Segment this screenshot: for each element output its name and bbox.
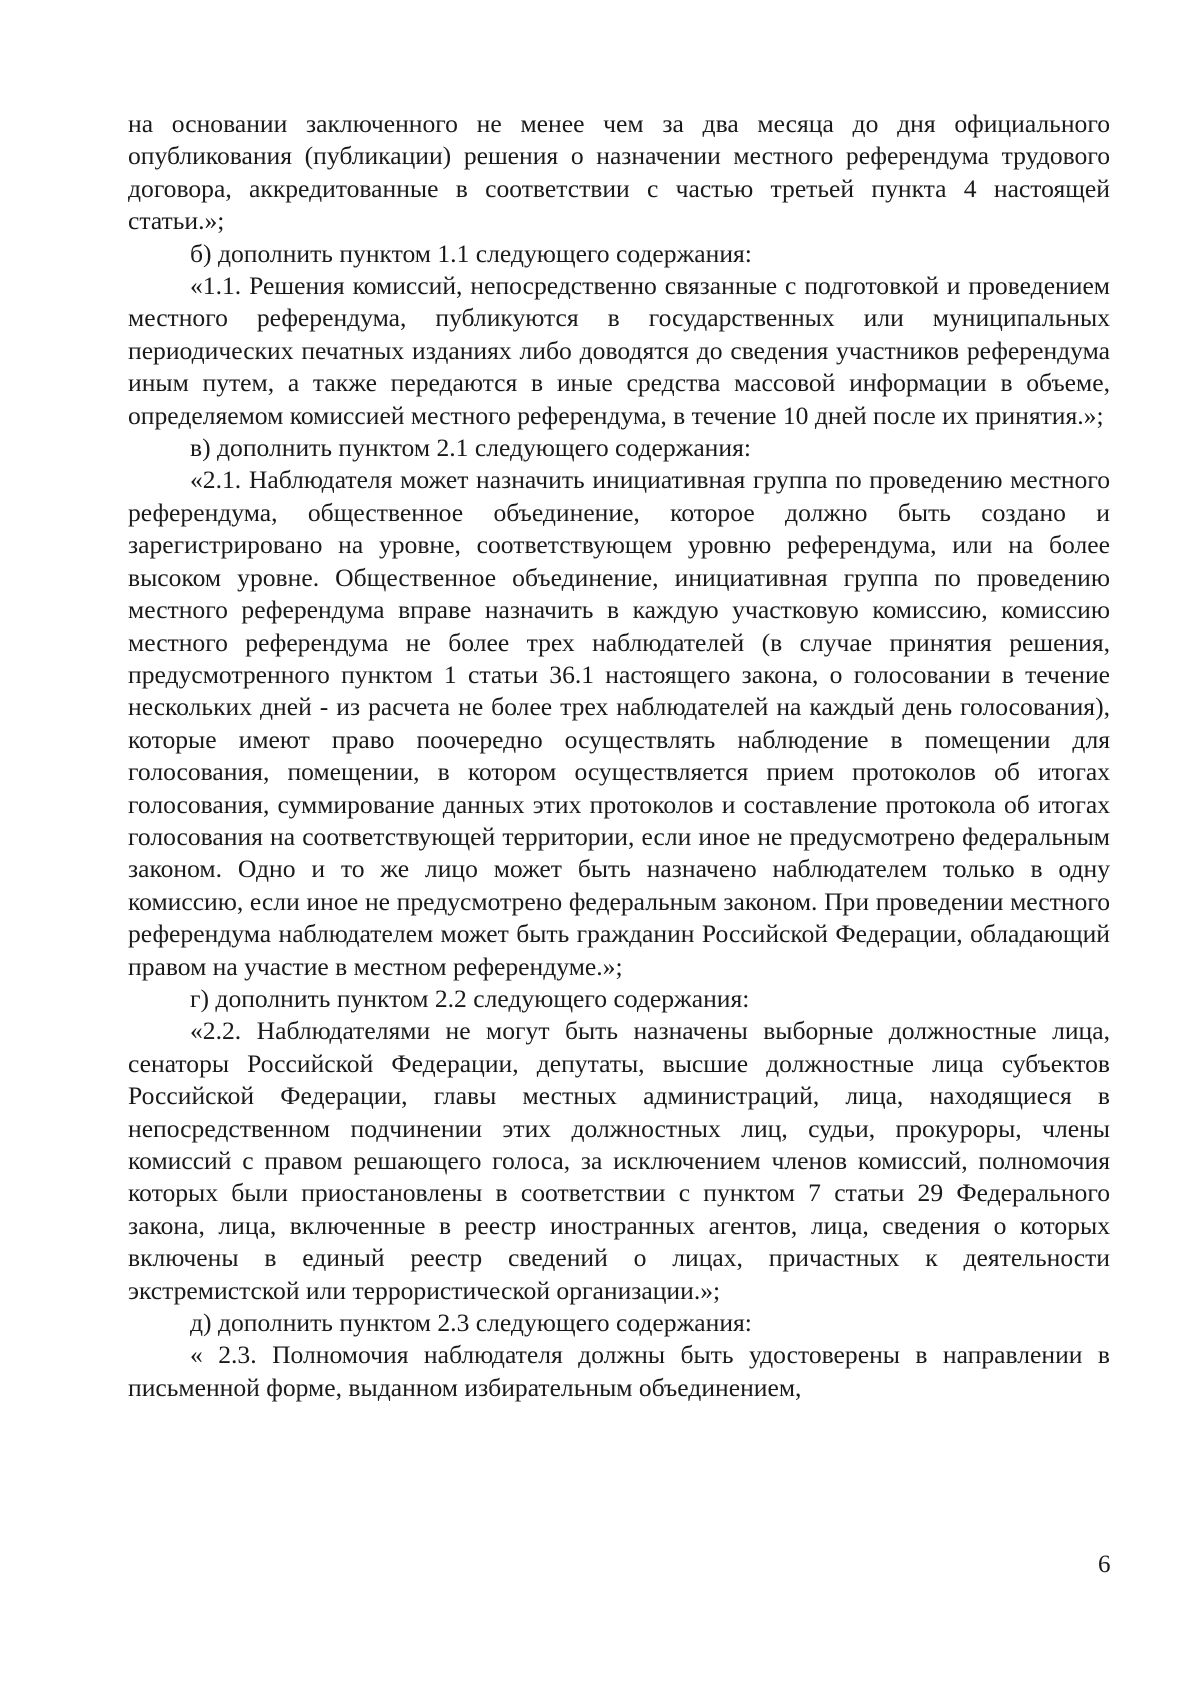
paragraph-clause-1-1: «1.1. Решения комиссий, непосредственно связанные с подготовкой и проведением местного референдума, публикуются в государственных или муниципальных периодических печатных изданиях либо доводятся до сведения участников референдума иным путем, а также передаются в иные средства массовой информации в объеме, определяемом комиссией местного референдума, в течение 10 дней после их принятия.»; [128,271,1110,430]
paragraph-subitem-v: в) дополнить пунктом 2.1 следующего содержания: [190,433,751,463]
page-number: 6 [1098,1551,1111,1578]
paragraph-subitem-g: г) дополнить пунктом 2.2 следующего содержания: [190,983,750,1013]
paragraph-clause-2-3: « 2.3. Полномочия наблюдателя должны быть удостоверены в направлении в письменной форме, выданном избирательным объединением, [128,1340,1110,1402]
paragraph-continuation: на основании заключенного не менее чем за два месяца до дня официального опубликования (публикации) решения о назначении местного референдума трудового договора, аккредитованные в соответствии с частью третьей пункта 4 настоящей статьи.»; [128,109,1110,236]
paragraph-clause-2-2: «2.2. Наблюдателями не могут быть назначены выборные должностные лица, сенаторы Российской Федерации, депутаты, высшие должностные лица субъектов Российской Федерации, главы местных администраций, лица, находящиеся в непосредственном подчинении этих должностных лиц, судьи, прокуроры, члены комиссий с правом решающего голоса, за исключением членов комиссий, полномочия которых были приостановлены в соответствии с пунктом 7 статьи 29 Федерального закона, лица, включенные в реестр иностранных агентов, лица, сведения о которых включены в единый реестр сведений о лицах, причастных к деятельности экстремистской или террористической организации.»; [128,1016,1110,1305]
document-body [128,108,1110,1404]
paragraph-subitem-d: д) дополнить пунктом 2.3 следующего содержания: [190,1308,752,1338]
paragraph-clause-2-1: «2.1. Наблюдателя может назначить инициативная группа по проведению местного референдума, общественное объединение, которое должно быть создано и зарегистрировано на уровне, соответствующем уровню референдума, или на более высоком уровне. Общественное объединение, инициативная группа по проведению местного референдума вправе назначить в каждую участковую комиссию, комиссию местного референдума не более трех наблюдателей (в случае принятия решения, предусмотренного пунктом 1 статьи 36.1 настоящего закона, о голосовании в течение нескольких дней - из расчета не более трех наблюдателей на каждый день голосования), которые имеют право поочередно осуществлять наблюдение в помещении для голосования, помещении, в котором осуществляется прием протоколов об итогах голосования, суммирование данных этих протоколов и составление протокола об итогах голосования на соответствующей территории, если иное не предусмотрено федеральным законом. Одно и то же лицо может быть назначено наблюдателем только в одну комиссию, если иное не предусмотрено федеральным законом. При проведении местного референдума наблюдателем может быть гражданин Российской Федерации, обладающий правом на участие в местном референдуме.»; [128,465,1110,981]
paragraph-subitem-b: б) дополнить пунктом 1.1 следующего содержания: [190,238,752,268]
